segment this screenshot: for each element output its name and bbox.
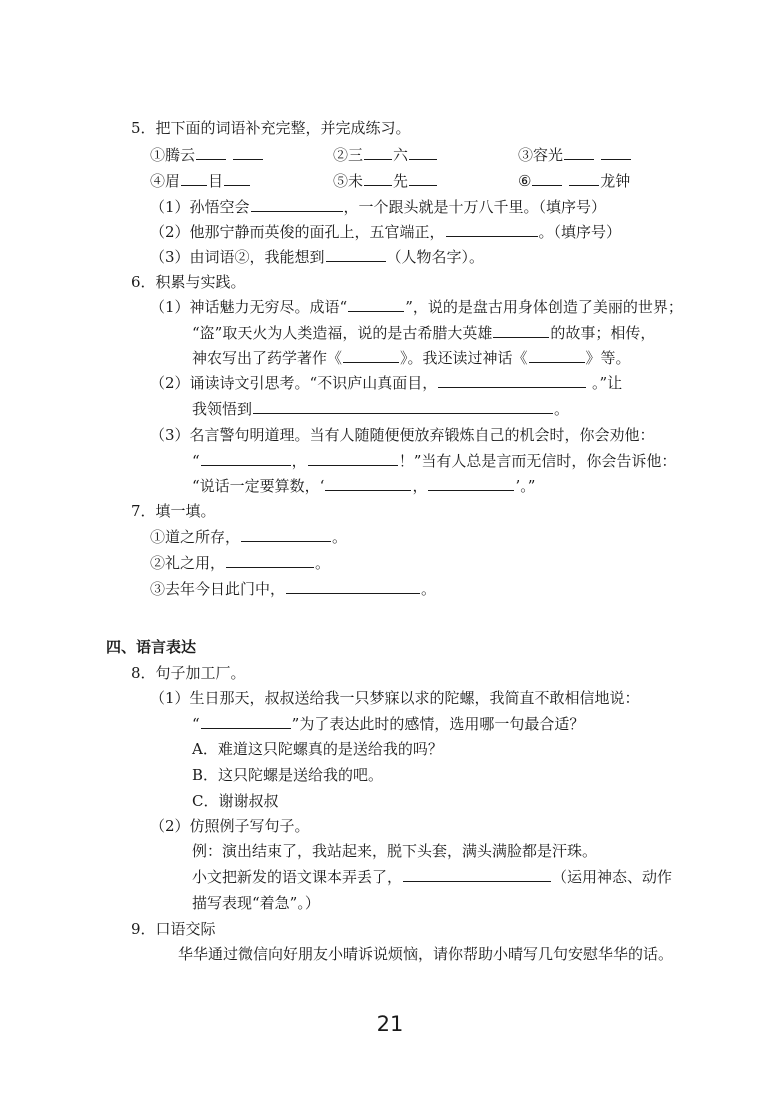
- q8-option-a[interactable]: A．难道这只陀螺真的是送给我的吗？: [192, 740, 443, 758]
- q8-sub-1-line-2: “ ”为了表达此时的感情，选用哪一句最合适？: [192, 715, 585, 733]
- q6-part-1-line-2: “盗”取天火为人类造福，说的是古希腊大英雄 的故事；相传，: [192, 324, 656, 342]
- blank[interactable]: [233, 144, 263, 160]
- blank[interactable]: [251, 196, 343, 212]
- section-heading: 四、语言表达: [106, 638, 197, 656]
- q5-word-1: ①腾云: [150, 144, 264, 166]
- blank[interactable]: [529, 347, 585, 363]
- q5-sub-1: （1）孙悟空会 ，一个跟头就是十万八千里。（填序号）: [150, 198, 607, 216]
- q6-part-2-line-1: （2）诵读诗文引思考。“不识庐山真面目， 。”让: [150, 374, 623, 392]
- blank[interactable]: [428, 475, 514, 491]
- q6-part-1-line-3: 神农写出了药学著作《 》。我还读过神话《 》等。: [192, 349, 631, 367]
- q8-option-b[interactable]: B．这只陀螺是送给我的吧。: [192, 766, 384, 784]
- blank[interactable]: [286, 578, 420, 594]
- blank[interactable]: [308, 450, 398, 466]
- blank[interactable]: [253, 398, 553, 414]
- page-number: 21: [376, 1012, 404, 1036]
- q6-part-3-line-2: “ ， ！”当有人总是言而无信时，你会告诉他：: [192, 452, 677, 470]
- q5-word-6: ⑥ 龙钟: [518, 172, 631, 190]
- q6-part-1-line-1: （1）神话魅力无穷尽。成语“ ”，说的是盘古用身体创造了美丽的世界；: [150, 298, 683, 316]
- q8-option-c[interactable]: C．谢谢叔叔: [192, 792, 279, 810]
- q5-title: 5．把下面的词语补充完整，并完成练习。: [131, 119, 411, 137]
- q8-sub-2-line-1: 小文把新发的语文课本弄丢了， （运用神态、动作: [192, 868, 673, 886]
- blank[interactable]: [569, 170, 599, 186]
- q5-word-5: ⑤未 先: [333, 170, 438, 192]
- q7-title: 7．填一填。: [131, 502, 216, 520]
- blank[interactable]: [241, 526, 331, 542]
- q8-sub-2-title: （2）仿照例子写句子。: [150, 817, 310, 835]
- q8-title: 8．句子加工厂。: [131, 664, 246, 682]
- q6-title: 6．积累与实践。: [131, 273, 246, 291]
- blank[interactable]: [226, 552, 314, 568]
- q5-word-3: ③容光: [518, 144, 632, 166]
- blank[interactable]: [403, 866, 551, 882]
- q8-sub-1-line-1: （1）生日那天，叔叔送给我一只梦寐以求的陀螺，我简直不敢相信地说：: [150, 689, 640, 707]
- blank[interactable]: [325, 475, 411, 491]
- q5-sub-2: （2）他那宁静而英俊的面孔上，五官端正， 。（填序号）: [150, 223, 622, 241]
- q5-word-2: ②三 六: [333, 144, 438, 166]
- q5-sub-3: （3）由词语②，我能想到 （人物名字）。: [150, 248, 485, 266]
- blank[interactable]: [364, 170, 392, 186]
- q9-text: 华华通过微信向好朋友小晴诉说烦恼，请你帮助小晴写几句安慰华华的话。: [178, 945, 674, 963]
- q8-sub-2-example: 例：演出结束了，我站起来，脱下头套，满头满脸都是汗珠。: [192, 842, 598, 860]
- blank[interactable]: [348, 296, 404, 312]
- q7-item-1: ①道之所存， 。: [150, 528, 348, 546]
- blank[interactable]: [493, 322, 549, 338]
- q6-part-3-line-3: “说话一定要算数，‘ ， ’。”: [192, 477, 536, 495]
- blank[interactable]: [201, 713, 291, 729]
- blank[interactable]: [181, 170, 207, 186]
- q6-part-3-line-1: （3）名言警句明道理。当有人随随便便放弃锻炼自己的机会时，你会劝他：: [150, 426, 655, 444]
- blank[interactable]: [201, 450, 291, 466]
- q7-item-2: ②礼之用， 。: [150, 554, 331, 572]
- blank[interactable]: [224, 170, 250, 186]
- blank[interactable]: [343, 347, 399, 363]
- q6-part-2-line-2: 我领悟到 。: [192, 400, 570, 418]
- blank[interactable]: [409, 170, 437, 186]
- blank[interactable]: [438, 372, 586, 388]
- blank[interactable]: [601, 144, 631, 160]
- blank[interactable]: [326, 246, 386, 262]
- blank[interactable]: [364, 144, 392, 160]
- q7-item-3: ③去年今日此门中， 。: [150, 580, 437, 598]
- blank[interactable]: [196, 144, 226, 160]
- q9-title: 9．口语交际: [131, 920, 216, 938]
- q8-sub-2-line-2: 描写表现“着急”。）: [192, 894, 320, 912]
- blank[interactable]: [532, 170, 562, 186]
- blank[interactable]: [409, 144, 437, 160]
- blank[interactable]: [564, 144, 594, 160]
- blank[interactable]: [446, 221, 538, 237]
- q5-word-4: ④眉 目: [150, 170, 251, 192]
